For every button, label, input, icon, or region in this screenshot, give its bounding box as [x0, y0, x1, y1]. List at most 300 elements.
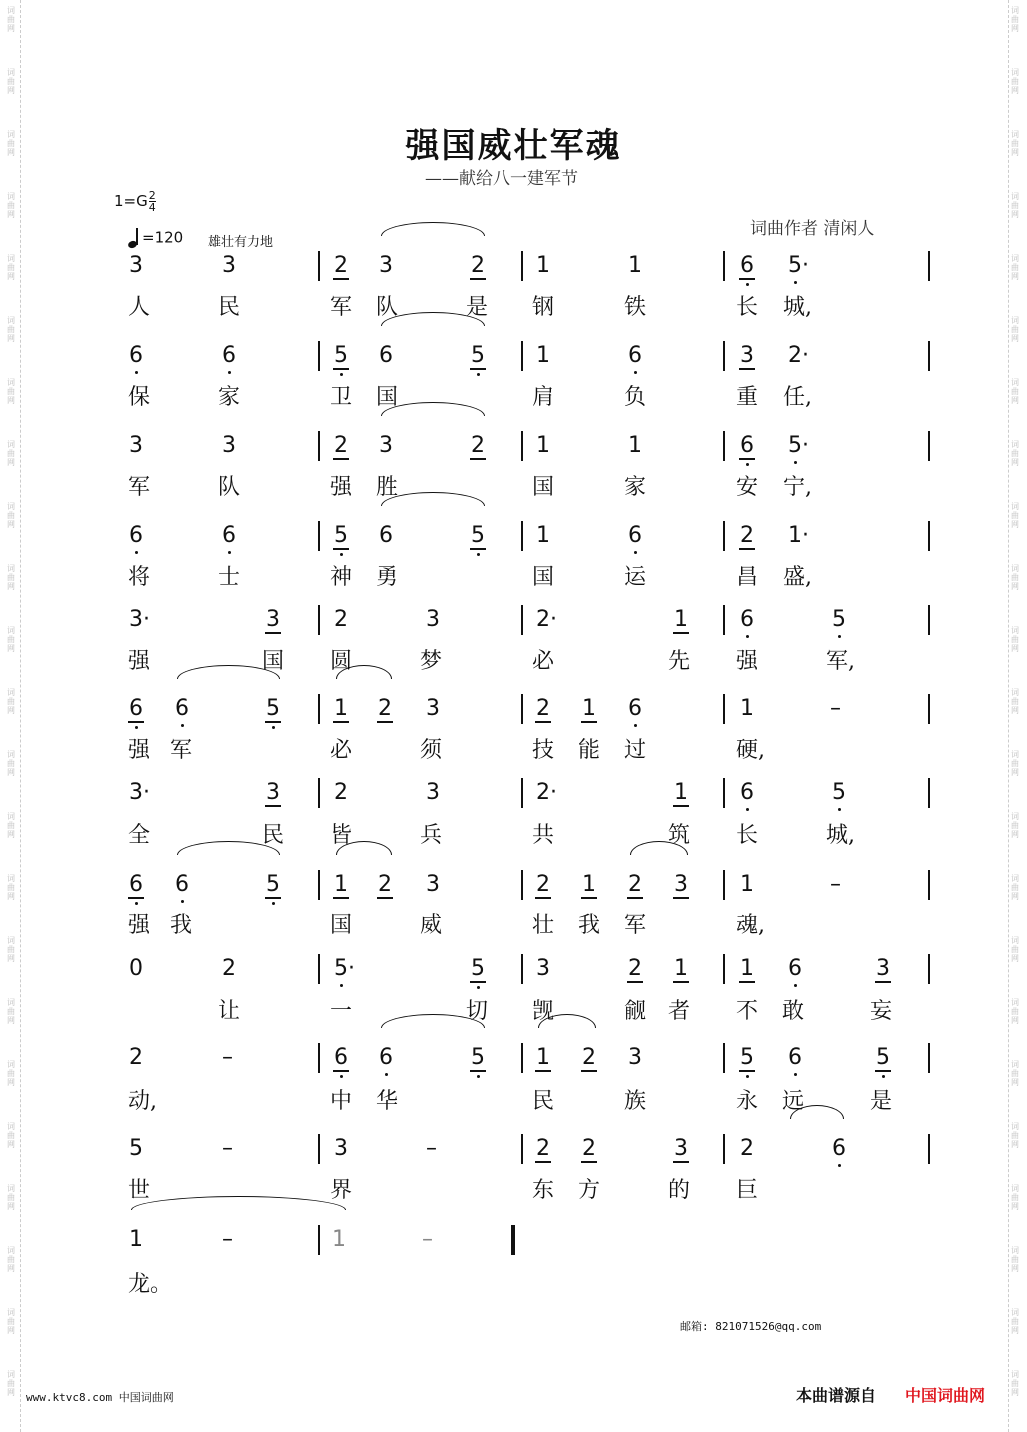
jianpu-note: 5 [471, 956, 485, 981]
jianpu-note: 1 [582, 696, 596, 721]
low-octave-dot [477, 1075, 480, 1078]
lyric-syllable: 能 [578, 738, 601, 763]
watermark-text: 词 曲 网 [7, 1060, 15, 1087]
lyric-syllable: 军 [330, 295, 353, 320]
barline [318, 694, 320, 724]
jianpu-note: 6 [222, 523, 236, 548]
lyric-syllable: 任, [783, 385, 812, 410]
lyric-syllable: 民 [262, 823, 285, 848]
jianpu-note: 1 [536, 343, 550, 368]
note-underline [333, 458, 349, 460]
lyric-syllable: 强 [736, 649, 759, 674]
jianpu-note: 5· [334, 956, 355, 981]
lyric-syllable: 华 [376, 1089, 399, 1114]
jianpu-note: 2· [788, 343, 809, 368]
key-signature [114, 190, 156, 213]
watermark-text: 词 曲 网 [7, 564, 15, 591]
barline [318, 1134, 320, 1164]
note-underline [673, 632, 689, 634]
note-underline [739, 458, 755, 460]
lyric-syllable: 盛, [783, 565, 812, 590]
jianpu-note: 1 [740, 696, 754, 721]
jianpu-note: 6 [129, 343, 143, 368]
jianpu-note: 2 [536, 1136, 550, 1161]
note-underline [739, 981, 755, 983]
jianpu-note: 6 [175, 872, 189, 897]
time-denominator: 4 [148, 201, 156, 214]
barline [723, 694, 725, 724]
jianpu-note: 2 [628, 872, 642, 897]
low-octave-dot [746, 635, 749, 638]
watermark-text: 词 曲 网 [7, 1246, 15, 1273]
song-title: 强国威壮军魂 [405, 126, 622, 166]
watermark-text: 词 曲 网 [7, 812, 15, 839]
jianpu-note: 1 [740, 872, 754, 897]
low-octave-dot [477, 553, 480, 556]
jianpu-note: 3 [129, 253, 143, 278]
jianpu-note: 3 [876, 956, 890, 981]
note-underline [470, 368, 486, 370]
jianpu-note: 2 [582, 1045, 596, 1070]
jianpu-note: 2 [222, 956, 236, 981]
watermark-text: 词 曲 网 [1011, 936, 1019, 963]
jianpu-note: 2 [334, 607, 348, 632]
note-underline [470, 278, 486, 280]
lyric-syllable: 家 [624, 475, 647, 500]
jianpu-note: 5 [471, 343, 485, 368]
watermark-text: 词 曲 网 [1011, 1246, 1019, 1273]
watermark-text: 词 曲 网 [1011, 316, 1019, 343]
watermark-text: 词 曲 网 [7, 1184, 15, 1211]
jianpu-note: 5· [788, 253, 809, 278]
note-underline [377, 721, 393, 723]
watermark-text: 词 曲 网 [1011, 688, 1019, 715]
sustain-dash: – [830, 696, 841, 721]
lyric-syllable: 梦 [420, 649, 443, 674]
note-underline [581, 721, 597, 723]
jianpu-note: 1 [674, 607, 688, 632]
lyric-syllable: 运 [624, 565, 647, 590]
lyric-syllable: 保 [128, 385, 151, 410]
note-underline [535, 1161, 551, 1163]
note-underline [128, 897, 144, 899]
jianpu-note: 6 [129, 696, 143, 721]
jianpu-note: 6 [379, 523, 393, 548]
time-signature [149, 190, 156, 213]
watermark-text: 词 曲 网 [7, 1308, 15, 1335]
note-underline [128, 721, 144, 723]
watermark-text: 词 曲 网 [1011, 1370, 1019, 1397]
low-octave-dot [746, 463, 749, 466]
watermark-text: 词 曲 网 [7, 502, 15, 529]
lyric-syllable: 皆 [330, 823, 353, 848]
note-underline [470, 458, 486, 460]
low-octave-dot [340, 984, 343, 987]
jianpu-note: 1 [332, 1227, 346, 1252]
lyric-syllable: 巨 [736, 1178, 759, 1203]
lyric-syllable: 者 [668, 999, 691, 1024]
tempo-value: =120 [142, 228, 184, 247]
note-underline [581, 1161, 597, 1163]
barline [928, 1043, 930, 1073]
watermark-text: 词 曲 网 [1011, 1060, 1019, 1087]
note-underline [535, 897, 551, 899]
jianpu-note: 3 [426, 607, 440, 632]
jianpu-note: 5 [740, 1045, 754, 1070]
low-octave-dot [340, 373, 343, 376]
low-octave-dot [634, 724, 637, 727]
barline [723, 341, 725, 371]
tempo-marking [128, 228, 183, 248]
barline [723, 1134, 725, 1164]
jianpu-note: 1 [628, 253, 642, 278]
lyric-syllable: 铁 [624, 295, 647, 320]
lyric-syllable: 人 [128, 295, 151, 320]
barline [521, 605, 523, 635]
note-underline [265, 632, 281, 634]
lyric-syllable: 敢 [782, 999, 805, 1024]
barline [318, 251, 320, 281]
jianpu-note: 5 [832, 607, 846, 632]
lyric-syllable: 共 [532, 823, 555, 848]
lyric-syllable: 民 [532, 1089, 555, 1114]
footer-source-label: 本曲谱源自 [796, 1386, 877, 1405]
jianpu-note: 5 [471, 523, 485, 548]
low-octave-dot [340, 1075, 343, 1078]
watermark-text: 词 曲 网 [1011, 564, 1019, 591]
lyric-syllable: 东 [532, 1178, 555, 1203]
barline [521, 251, 523, 281]
lyric-syllable: 钢 [532, 295, 555, 320]
note-underline [333, 278, 349, 280]
jianpu-note: 6 [740, 780, 754, 805]
lyric-syllable: 不 [736, 999, 759, 1024]
note-underline [581, 1070, 597, 1072]
watermark-text: 词 曲 网 [7, 316, 15, 343]
watermark-text: 词 曲 网 [1011, 502, 1019, 529]
barline [928, 251, 930, 281]
jianpu-note: 3 [674, 872, 688, 897]
lyric-syllable: 强 [128, 738, 151, 763]
barline [723, 1043, 725, 1073]
low-octave-dot [477, 373, 480, 376]
lyric-syllable: 神 [330, 565, 353, 590]
lyric-syllable: 国 [262, 649, 285, 674]
jianpu-note: 6 [129, 523, 143, 548]
low-octave-dot [135, 902, 138, 905]
lyric-syllable: 兵 [420, 823, 443, 848]
lyric-syllable: 世 [128, 1178, 151, 1203]
lyric-syllable: 龙。 [128, 1272, 173, 1297]
lyric-syllable: 军 [128, 475, 151, 500]
low-octave-dot [838, 1164, 841, 1167]
note-underline [333, 721, 349, 723]
lyric-syllable: 让 [218, 999, 241, 1024]
lyric-syllable: 胜 [376, 475, 399, 500]
barline [521, 521, 523, 551]
barline [928, 870, 930, 900]
right-margin-strip [990, 0, 1009, 1432]
note-underline [535, 1070, 551, 1072]
watermark-text: 词 曲 网 [1011, 68, 1019, 95]
jianpu-note: 3 [426, 780, 440, 805]
jianpu-note: 3· [129, 780, 150, 805]
jianpu-note: 3 [266, 607, 280, 632]
low-octave-dot [135, 371, 138, 374]
jianpu-note: 3 [222, 253, 236, 278]
lyric-syllable: 动, [128, 1089, 157, 1114]
jianpu-note: 2· [536, 780, 557, 805]
note-underline [739, 278, 755, 280]
note-underline [333, 897, 349, 899]
low-octave-dot [746, 1075, 749, 1078]
final-barline [511, 1225, 515, 1255]
quarter-note-icon [128, 228, 142, 248]
lyric-syllable: 技 [532, 738, 555, 763]
jianpu-note: 2 [471, 433, 485, 458]
note-underline [333, 1070, 349, 1072]
jianpu-note: 6 [379, 343, 393, 368]
barline [318, 1043, 320, 1073]
barline [318, 341, 320, 371]
watermark-text: 词 曲 网 [7, 750, 15, 777]
key-label: 1=G [114, 192, 148, 210]
note-underline [470, 1070, 486, 1072]
footer-source-brand: 中国词曲网 [905, 1386, 986, 1405]
watermark-text: 词 曲 网 [1011, 378, 1019, 405]
lyric-syllable: 重 [736, 385, 759, 410]
lyric-syllable: 觊 [532, 999, 555, 1024]
jianpu-note: 1· [788, 523, 809, 548]
low-octave-dot [838, 808, 841, 811]
time-numerator: 2 [148, 189, 156, 202]
jianpu-note: 3 [129, 433, 143, 458]
watermark-text: 词 曲 网 [1011, 750, 1019, 777]
barline [928, 694, 930, 724]
sustain-dash: – [422, 1227, 433, 1252]
jianpu-note: 6 [628, 343, 642, 368]
footer-website: www.ktvc8.com 中国词曲网 [26, 1391, 174, 1404]
low-octave-dot [838, 635, 841, 638]
barline [318, 778, 320, 808]
lyric-syllable: 强 [128, 913, 151, 938]
low-octave-dot [634, 551, 637, 554]
low-octave-dot [794, 281, 797, 284]
watermark-text: 词 曲 网 [1011, 812, 1019, 839]
lyric-syllable: 过 [624, 738, 647, 763]
lyric-syllable: 肩 [532, 385, 555, 410]
barline [723, 521, 725, 551]
barline [521, 431, 523, 461]
barline [318, 605, 320, 635]
jianpu-note: 5 [471, 1045, 485, 1070]
barline [521, 694, 523, 724]
barline [928, 954, 930, 984]
lyric-syllable: 界 [330, 1178, 353, 1203]
jianpu-note: 6 [334, 1045, 348, 1070]
jianpu-note: 1 [628, 433, 642, 458]
lyric-syllable: 国 [532, 565, 555, 590]
lyric-syllable: 远 [782, 1089, 805, 1114]
low-octave-dot [135, 551, 138, 554]
barline [521, 341, 523, 371]
barline [723, 605, 725, 635]
jianpu-note: 2 [334, 253, 348, 278]
low-octave-dot [135, 726, 138, 729]
jianpu-note: 6 [832, 1136, 846, 1161]
lyric-syllable: 国 [376, 385, 399, 410]
jianpu-note: 1 [334, 696, 348, 721]
lyric-syllable: 方 [578, 1178, 601, 1203]
low-octave-dot [477, 986, 480, 989]
low-octave-dot [794, 461, 797, 464]
lyric-syllable: 长 [736, 823, 759, 848]
jianpu-note: 5 [334, 523, 348, 548]
jianpu-note: 2· [536, 607, 557, 632]
low-octave-dot [228, 371, 231, 374]
jianpu-note: 2 [740, 523, 754, 548]
note-underline [875, 1070, 891, 1072]
lyric-syllable: 的 [668, 1178, 691, 1203]
jianpu-note: 2 [536, 696, 550, 721]
watermark-text: 词 曲 网 [1011, 440, 1019, 467]
barline [318, 521, 320, 551]
jianpu-note: 3 [379, 433, 393, 458]
lyric-syllable: 军 [170, 738, 193, 763]
sustain-dash: – [222, 1045, 233, 1070]
barline [928, 521, 930, 551]
jianpu-note: 3 [674, 1136, 688, 1161]
jianpu-note: 1 [536, 1045, 550, 1070]
watermark-text: 词 曲 网 [1011, 192, 1019, 219]
jianpu-note: 3 [334, 1136, 348, 1161]
low-octave-dot [385, 1073, 388, 1076]
jianpu-note: 2 [334, 433, 348, 458]
low-octave-dot [272, 726, 275, 729]
low-octave-dot [794, 1073, 797, 1076]
expression-marking: 雄壮有力地 [208, 235, 274, 250]
song-subtitle: ——献给八一建军节 [425, 169, 578, 189]
jianpu-note: 2 [536, 872, 550, 897]
jianpu-note: 3 [222, 433, 236, 458]
lyric-syllable: 妄 [870, 999, 893, 1024]
note-underline [739, 1070, 755, 1072]
barline [318, 431, 320, 461]
barline [521, 1134, 523, 1164]
jianpu-note: 2 [471, 253, 485, 278]
note-underline [535, 721, 551, 723]
note-underline [265, 897, 281, 899]
jianpu-note: 3 [379, 253, 393, 278]
jianpu-note: 6 [628, 523, 642, 548]
watermark-text: 词 曲 网 [1011, 626, 1019, 653]
barline [723, 778, 725, 808]
lyric-syllable: 士 [218, 565, 241, 590]
watermark-text: 词 曲 网 [1011, 1308, 1019, 1335]
left-margin-strip [20, 0, 39, 1432]
watermark-text: 词 曲 网 [7, 688, 15, 715]
low-octave-dot [746, 283, 749, 286]
barline [318, 954, 320, 984]
jianpu-note: 6 [740, 607, 754, 632]
barline [723, 870, 725, 900]
jianpu-note: 6 [379, 1045, 393, 1070]
lyric-syllable: 负 [624, 385, 647, 410]
watermark-text: 词 曲 网 [1011, 1122, 1019, 1149]
jianpu-note: 5 [129, 1136, 143, 1161]
low-octave-dot [272, 902, 275, 905]
watermark-text: 词 曲 网 [7, 68, 15, 95]
note-underline [739, 548, 755, 550]
lyric-syllable: 圆 [330, 649, 353, 674]
jianpu-note: 6 [175, 696, 189, 721]
low-octave-dot [181, 900, 184, 903]
jianpu-note: 3 [426, 872, 440, 897]
lyric-syllable: 先 [668, 649, 691, 674]
barline [928, 778, 930, 808]
jianpu-note: 3 [536, 956, 550, 981]
watermark-text: 词 曲 网 [7, 1370, 15, 1397]
jianpu-note: 2 [378, 696, 392, 721]
jianpu-note: 5 [266, 872, 280, 897]
jianpu-note: 2 [129, 1045, 143, 1070]
note-underline [265, 721, 281, 723]
jianpu-note: 5 [832, 780, 846, 805]
jianpu-note: 2 [740, 1136, 754, 1161]
lyric-syllable: 是 [466, 295, 489, 320]
lyric-syllable: 城, [783, 295, 812, 320]
lyric-syllable: 永 [736, 1089, 759, 1114]
jianpu-note: 1 [740, 956, 754, 981]
jianpu-note: 2 [582, 1136, 596, 1161]
jianpu-note: 5 [334, 343, 348, 368]
jianpu-note: 6 [628, 696, 642, 721]
jianpu-note: 5 [876, 1045, 890, 1070]
slur-arc [381, 222, 485, 236]
low-octave-dot [340, 553, 343, 556]
barline [521, 870, 523, 900]
lyric-syllable: 将 [128, 565, 151, 590]
lyric-syllable: 国 [330, 913, 353, 938]
lyric-syllable: 城, [826, 823, 855, 848]
lyric-syllable: 必 [330, 738, 353, 763]
jianpu-note: 6 [129, 872, 143, 897]
watermark-text: 词 曲 网 [7, 440, 15, 467]
watermark-text: 词 曲 网 [7, 998, 15, 1025]
sustain-dash: – [830, 872, 841, 897]
lyric-syllable: 威 [420, 913, 443, 938]
lyric-syllable: 须 [420, 738, 443, 763]
jianpu-note: 3 [628, 1045, 642, 1070]
jianpu-note: 1 [536, 253, 550, 278]
watermark-text: 词 曲 网 [1011, 254, 1019, 281]
lyric-syllable: 民 [218, 295, 241, 320]
barline [723, 954, 725, 984]
watermark-text: 词 曲 网 [1011, 130, 1019, 157]
lyric-syllable: 中 [330, 1089, 353, 1114]
watermark-text: 词 曲 网 [1011, 874, 1019, 901]
lyric-syllable: 我 [578, 913, 601, 938]
barline [723, 251, 725, 281]
author-credit: 词曲作者 清闲人 [750, 219, 875, 239]
watermark-text: 词 曲 网 [7, 936, 15, 963]
lyric-syllable: 长 [736, 295, 759, 320]
note-underline [265, 805, 281, 807]
lyric-syllable: 必 [532, 649, 555, 674]
watermark-text: 词 曲 网 [7, 626, 15, 653]
note-underline [627, 897, 643, 899]
lyric-syllable: 强 [128, 649, 151, 674]
